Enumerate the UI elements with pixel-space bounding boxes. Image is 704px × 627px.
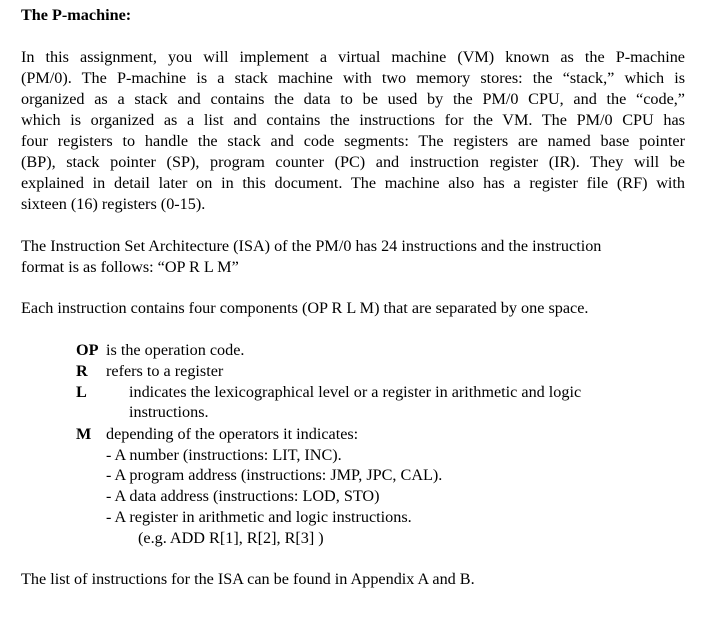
m-list-item: - A data address (instructions: LOD, STO): [106, 487, 380, 505]
m-list-item: - A program address (instructions: JMP, JPC, CAL).: [106, 466, 443, 484]
op-description: is the operation code.: [106, 341, 245, 359]
m-list-item: - A register in arithmetic and logic instructions.: [106, 508, 412, 526]
m-description: depending of the operators it indicates:: [106, 425, 359, 443]
m-example: (e.g. ADD R[1], R[2], R[3] ): [138, 529, 324, 547]
page-title: The P-machine:: [21, 6, 132, 24]
intro-line: In this assignment, you will implement a virtual machine (VM) known as the P-machine: [21, 48, 685, 66]
term-m: M: [76, 425, 92, 443]
intro-line: organized as a stack and contains the data to be used by the PM/0 CPU, and the “code,”: [21, 90, 685, 108]
l-description-cont: instructions.: [129, 403, 209, 421]
term-l: L: [76, 383, 87, 401]
r-description: refers to a register: [106, 362, 224, 380]
l-description: indicates the lexicographical level or a register in arithmetic and logic: [129, 383, 582, 401]
intro-line: four registers to handle the stack and code segments: The registers are named base pointer: [21, 132, 685, 150]
intro-line: (PM/0). The P-machine is a stack machine with two memory stores: the “stack,” which is: [21, 69, 685, 87]
isa-line: The Instruction Set Architecture (ISA) of the PM/0 has 24 instructions and the instruction: [21, 237, 602, 255]
term-r: R: [76, 362, 88, 380]
isa-line: format is as follows: “OP R L M”: [21, 258, 239, 276]
intro-line: explained in detail later on in this document. The machine also has a register file (RF) with: [21, 174, 685, 192]
term-op: OP: [76, 341, 99, 359]
intro-line: which is organized as a list and contains the instructions for the VM. The PM/0 CPU has: [21, 111, 685, 129]
m-list-item: - A number (instructions: LIT, INC).: [106, 446, 342, 464]
intro-line: sixteen (16) registers (0-15).: [21, 195, 206, 213]
intro-line: (BP), stack pointer (SP), program counter (PC) and instruction register (IR). They will be: [21, 153, 685, 171]
components-line: Each instruction contains four components (OP R L M) that are separated by one space.: [21, 299, 589, 317]
footer-line: The list of instructions for the ISA can be found in Appendix A and B.: [21, 570, 475, 588]
